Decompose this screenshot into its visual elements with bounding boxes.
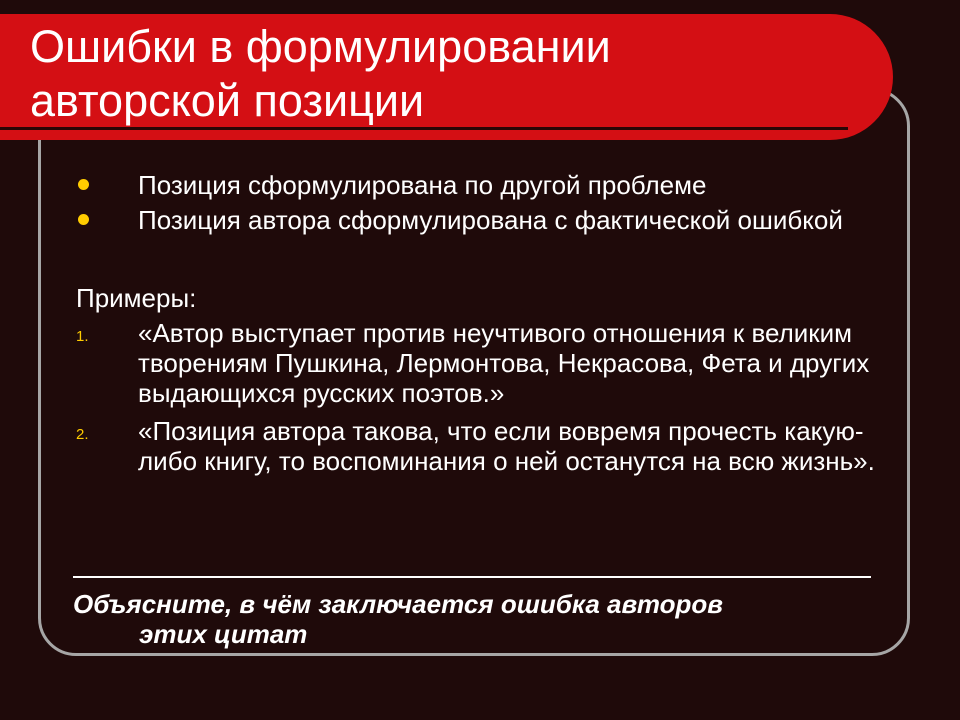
- title-line-2: авторской позиции: [30, 75, 425, 126]
- example-item: [76, 416, 896, 476]
- example-text: «Автор выступает против неучтивого отношения к великим творениям Пушкина, Лермонтова, Некрасова, Фета и других выдающихся русских поэтов.»: [138, 318, 870, 408]
- bullet-dot-icon: [78, 214, 89, 225]
- bullet-list: [76, 170, 896, 240]
- bullet-dot-icon: [78, 179, 89, 190]
- title-line-1: Ошибки в формулировании: [30, 21, 611, 72]
- example-number: 1.: [76, 328, 89, 345]
- example-item: [76, 318, 896, 408]
- examples-label: Примеры:: [76, 283, 197, 313]
- question: [73, 589, 893, 649]
- bullet-item: [76, 205, 896, 235]
- divider: [73, 576, 871, 578]
- slide-title: [30, 20, 850, 128]
- question-line-2: этих цитат: [139, 619, 308, 649]
- example-text: «Позиция автора такова, что если вовремя прочесть какую-либо книгу, то воспоминания о ней останутся на всю жизнь».: [138, 416, 875, 476]
- bullet-item: [76, 170, 896, 200]
- question-line-1: Объясните, в чём заключается ошибка авторов: [73, 589, 723, 619]
- bullet-text: Позиция сформулирована по другой проблеме: [138, 170, 707, 200]
- examples-list: [76, 318, 896, 484]
- bullet-text: Позиция автора сформулирована с фактической ошибкой: [138, 205, 843, 235]
- example-number: 2.: [76, 426, 89, 443]
